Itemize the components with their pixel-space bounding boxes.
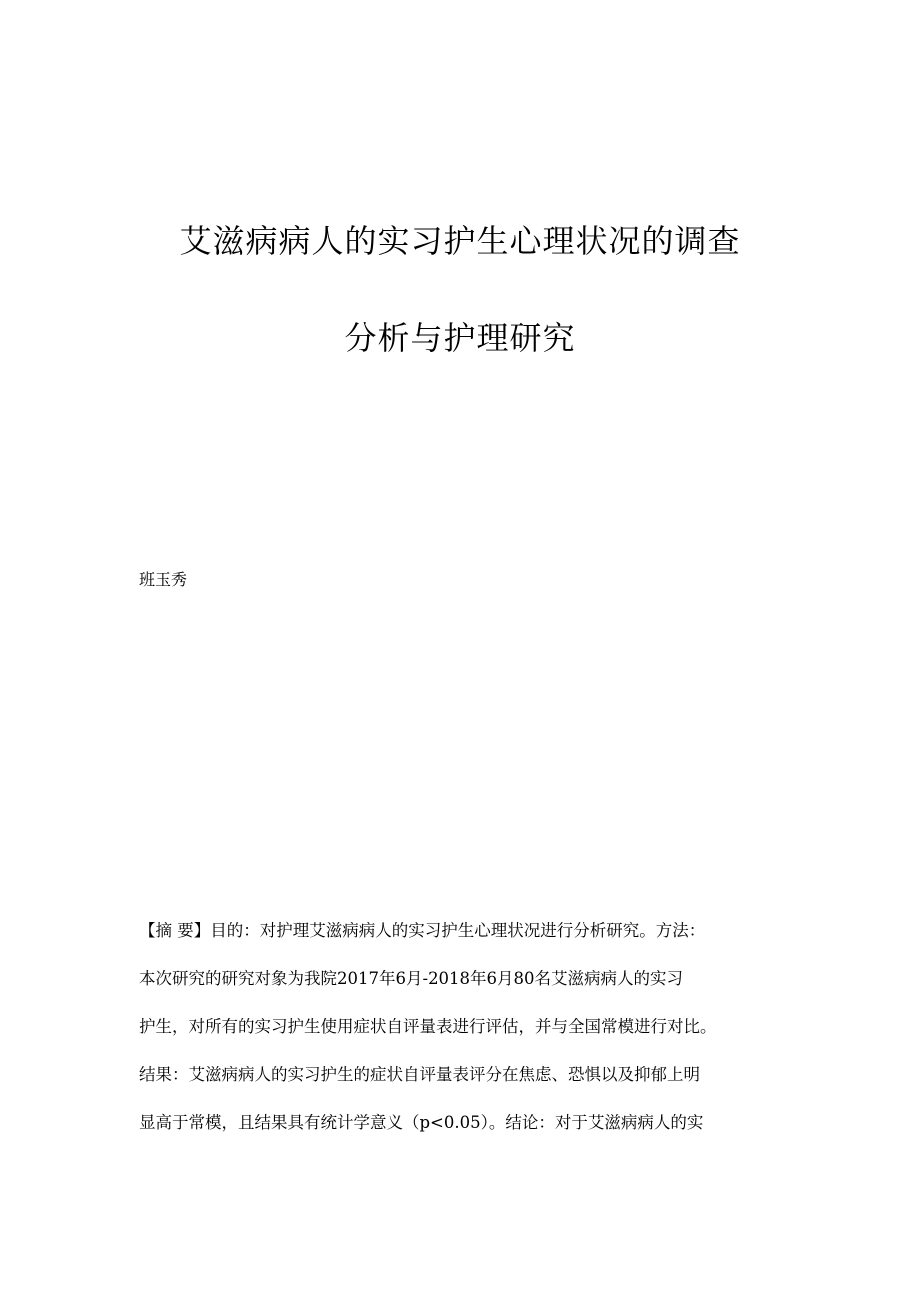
paper-title-line-2: 分析与护理研究 [344,319,576,357]
author-name: 班玉秀 [139,570,188,589]
abstract [139,916,799,1156]
abstract-line: 【摘 要】目的：对护理艾滋病病人的实习护生心理状况进行分析研究。方法： [139,921,706,940]
abstract-line: 显高于常模，且结果具有统计学意义（p<0.05）。结论：对于艾滋病病人的实 [139,1113,704,1132]
abstract-line: 护生，对所有的实习护生使用症状自评量表进行评估，并与全国常模进行对比。 [139,1017,717,1036]
paper-title-line-1: 艾滋病病人的实习护生心理状况的调查 [179,222,741,260]
abstract-line: 本次研究的研究对象为我院2017年6月-2018年6月80名艾滋病病人的实习 [139,969,684,988]
abstract-line: 结果：艾滋病病人的实习护生的症状自评量表评分在焦虑、恐惧以及抑郁上明 [139,1065,700,1084]
